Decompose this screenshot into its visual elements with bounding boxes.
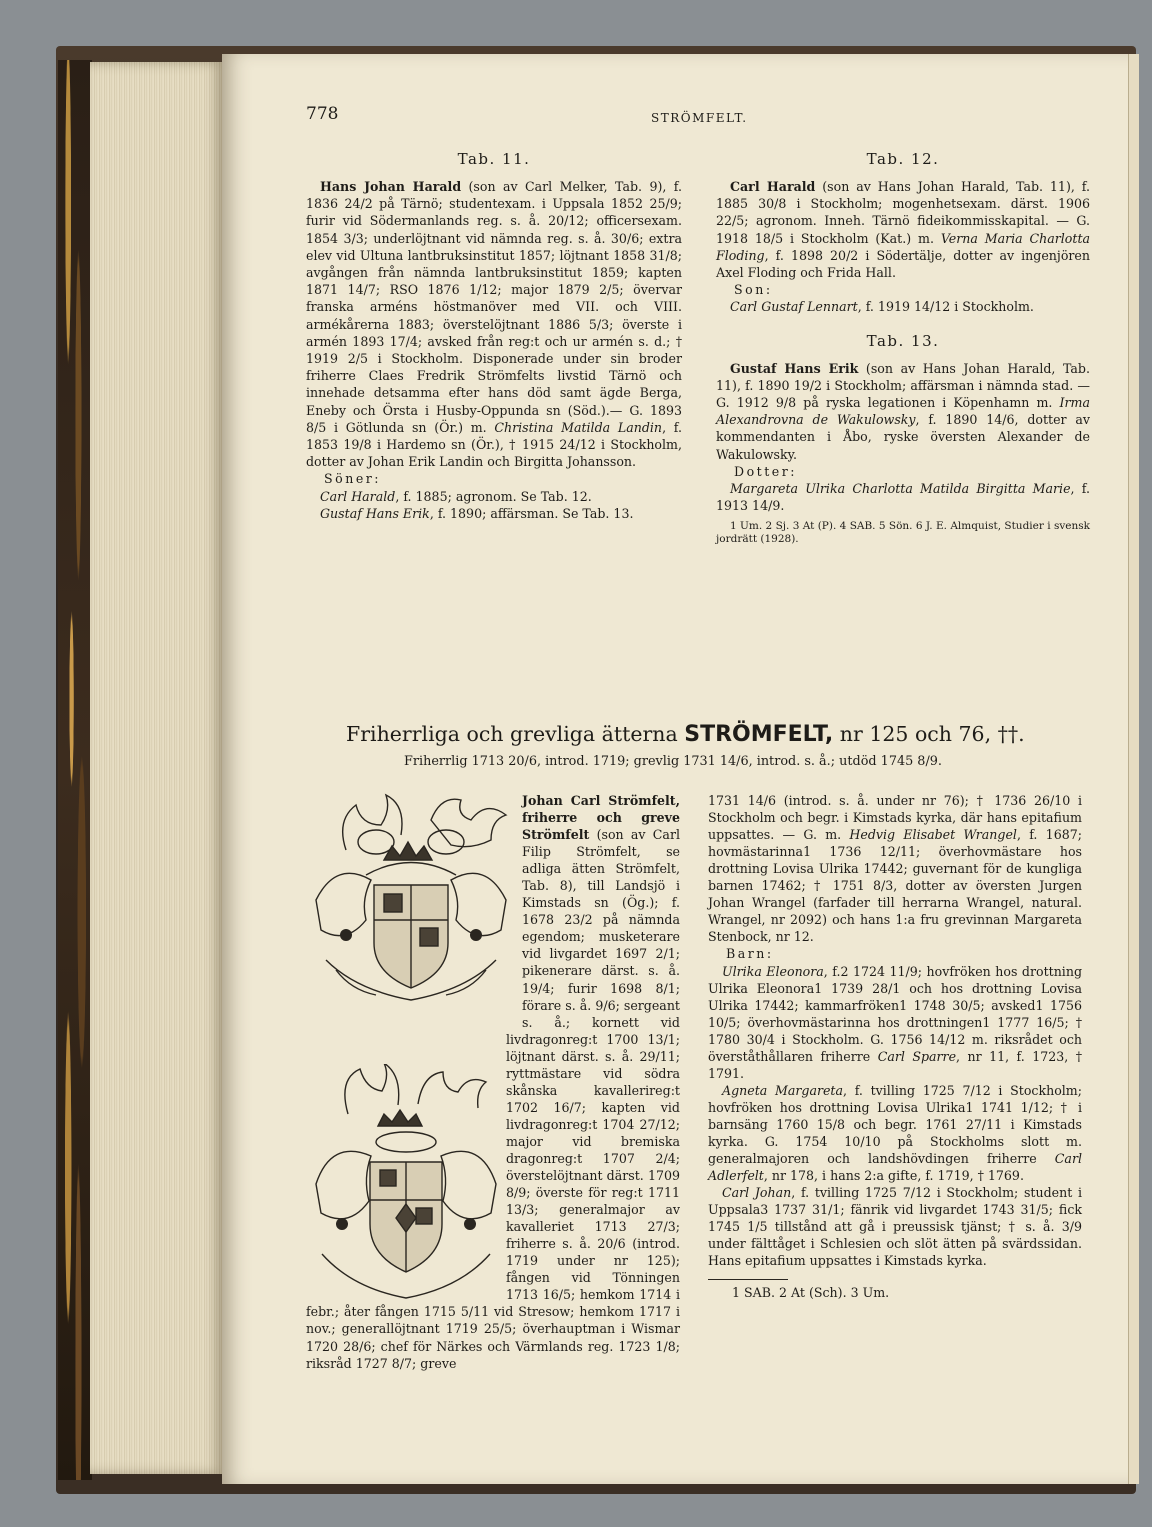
son-1 bbox=[306, 488, 682, 505]
entry-name: Gustaf Hans Erik bbox=[730, 360, 859, 376]
title-post: nr 125 och 76, ††. bbox=[833, 722, 1025, 746]
child-1-spouse: Carl Sparre bbox=[877, 1048, 957, 1064]
entry-text-tail: , f. 1898 20/2 i Södertälje, dotter av ingenjören Axel Floding och Frida Hall. bbox=[716, 247, 1090, 281]
tab-11-section bbox=[306, 150, 682, 522]
child-1 bbox=[708, 963, 1082, 1082]
footnotes-top: 1 Um. 2 Sj. 3 At (P). 4 SAB. 5 Sön. 6 J. E. Almquist, Studier i svensk jordrätt (1928). bbox=[716, 520, 1090, 546]
section-title bbox=[346, 722, 1046, 747]
son-2-name: Gustaf Hans Erik bbox=[320, 505, 430, 521]
entry-text: (son av Hans Johan Harald, Tab. 11), f. 1890 19/2 i Stockholm; affärsman i nämnda stad. — G. 1912 9/8 på ryska legationen i Köpenhamn m. bbox=[716, 360, 1091, 411]
arms-float-2 bbox=[306, 1050, 506, 1300]
son-label: Son: bbox=[734, 282, 773, 298]
tab-12-heading: Tab. 12. bbox=[866, 150, 940, 168]
spouse-name: Irma Alexandrovna de Wakulowsky bbox=[716, 395, 1090, 428]
title-surname: STRÖMFELT, bbox=[684, 722, 834, 747]
tab-13-entry bbox=[716, 360, 1090, 463]
child-3-text: , f. tvilling 1725 7/12 i Stockholm; student i Uppsala3 1737 31/1; fänrik vid livgardet 1743 31/5; fick 1745 1/5 tillstånd att gå i preussisk tjänst; † s. å. 3/9 under fälttåget i Schlesien och slöt ätten på svärdssidan. Hans epitafium uppsattes i Kimstads kyrka. bbox=[708, 1185, 1082, 1269]
child-2-spouse: Carl Adlerfelt bbox=[708, 1151, 1082, 1184]
page-number: 778 bbox=[306, 104, 339, 124]
spouse-text: 1731 14/6 (introd. s. å. under nr 76); † 1736 26/10 i Stockholm och begr. i Kimstads kyrka, där hans epitafium uppsattes. — G. m. bbox=[708, 793, 1082, 843]
running-head: STRÖMFELT. bbox=[651, 111, 748, 125]
marbled-endpaper bbox=[58, 60, 92, 1480]
johan-carl-biography: (son av Carl Filip Strömfelt, se adliga ätten Strömfelt, Tab. 8), till Landsjö i Kimstads sn (Ög.); f. 1678 23/2 på nämnda egendom; musketerare vid livgardet 1697 2/1; pikenerare därst. s. å. 19/4; furir 1698 8/1; förare s. å. 9/6; sergeant s. å.; kornett vid livdragonreg:t 1700 13/1; löjtnant därst. s. å. 29/11; ryttmästare vid södra skånska kavallerireg:t 1702 16/7; kapten vid livdragonreg:t 1704 27/12; major vid bremiska dragonreg:t 1707 2/4; överstelöjtnant därst. 1709 8/9; överste för reg:t 1711 13/3; generalmajor av kavalleriet 1713 27/3; friherre s. å. 20/6 (introd. 1719 under nr 125); fången vid Tönningen 1713 16/5; hemkom 1714 i febr.; åter fången 1715 5/11 vid Stresow; hemkom 1717 i nov.; generallöjtnant 1719 25/5; överhauptman i Wismar 1720 28/6; chef för Närkes och Värmlands reg. 1723 1/8; riksråd 1727 8/7; greve bbox=[306, 827, 680, 1371]
spouse-name: Hedvig Elisabet Wrangel bbox=[849, 827, 1017, 843]
son-1-text: , f. 1885; agronom. Se Tab. 12. bbox=[395, 488, 592, 504]
entry-name: Hans Johan Harald bbox=[320, 179, 462, 194]
entry-text: (son av Carl Melker, Tab. 9), f. 1836 24/2 på Tärnö; studentexam. i Uppsala 1852 25/9; furir vid Södermanlands reg. s. å. 20/12; officersexam. 1854 3/3; underlöjtnant vid nämnda reg. s. å. 30/6; extra elev vid Ultuna lantbruksinstitut 1857; löjtnant 1858 31/8; avgången från nämnda lantbruksinstitut 1859; kapten 1871 14/7; RSO 1876 1/12; major 1879 2/5; övervar franska arméns höstmanöver med VII. och VIII. armékårerna 1883; överstelöjtnant 1886 5/3; överste i armén 1893 17/4; avsked från reg:t och ur armén s. d.; † 1919 2/5 i Stockholm. Disponerade under sin broder friherre Claes Fredrik Strömfelts livstid Tärnö och innehade detsamma efter hans död samt ägde Berga, Eneby och Örsta i Husby-Oppunda sn (Söd.).— G. 1893 8/5 i Götlunda sn (Ör.) m. bbox=[306, 179, 682, 435]
page-edges bbox=[90, 62, 224, 1474]
footnotes-bottom: 1 SAB. 2 At (Sch). 3 Um. bbox=[732, 1285, 890, 1301]
child-3 bbox=[708, 1184, 1082, 1269]
tab-11-heading: Tab. 11. bbox=[457, 150, 531, 168]
johan-carl-name: Johan Carl Strömfelt, friherre och greve Strömfelt bbox=[522, 793, 680, 843]
child-1-text: , f.2 1724 11/9; hovfröken hos drottning Ulrika Eleonora1 1739 28/1 och hos drottning Lovisa Ulrika 17442; kammarfröken1 1748 30/5; avsked1 1756 10/5; överhovmästarinna hos drottningen1 1777 16/5; † 1780 30/4 i Stockholm. G. 1756 14/12 m. riksrådet och överståthållaren friherre bbox=[708, 963, 1083, 1064]
spouse-name: Verna Maria Charlotta Floding bbox=[716, 230, 1091, 263]
facing-page-edge bbox=[1128, 54, 1139, 1484]
tab-11-entry bbox=[306, 178, 682, 470]
entry-text-tail: , f. 1890 14/6, dotter av kommendanten i Åbo, ryske översten Alexander de Wakulowsky. bbox=[716, 412, 1090, 462]
child-2-text: , f. tvilling 1725 7/12 i Stockholm; hovfröken hos drottning Lovisa Ulrika1 1741 1/12; † i barnsäng 1760 15/8 och begr. 1761 27/11 i Kimstads kyrka. G. 1754 10/10 på Stockholms slott m. generalmajoren och landshövdingen friherre bbox=[708, 1082, 1082, 1167]
child-2-name: Agneta Margareta bbox=[722, 1082, 844, 1098]
entry-text: (son av Hans Johan Harald, Tab. 11), f. 1885 30/8 i Stockholm; mogenhetsexam. därst. 1906 22/5; agronom. Inneh. Tärnö fideikommisskapital. — G. 1918 18/5 i Stockholm (Kat.) m. bbox=[716, 179, 1090, 246]
footnote-rule bbox=[708, 1279, 788, 1280]
dotter-name: Margareta Ulrika Charlotta Matilda Birgitta Marie bbox=[730, 481, 1071, 497]
entry-text-tail: , f. 1853 19/8 i Hardemo sn (Ör.), † 1915 24/12 i Stockholm, dotter av Johan Erik Landin och Birgitta Johansson. bbox=[306, 419, 682, 470]
child-1-name: Ulrika Eleonora bbox=[722, 963, 824, 979]
spouse-paragraph bbox=[708, 792, 1082, 945]
spouse-name: Christina Matilda Landin bbox=[494, 419, 663, 435]
dotter-label: Dotter: bbox=[734, 463, 798, 479]
child-1-tail: , nr 11, f. 1723, † 1791. bbox=[708, 1048, 1083, 1081]
tab-12-entry bbox=[716, 178, 1090, 281]
child-2-tail: , nr 178, i hans 2:a gifte, f. 1719, † 1769. bbox=[763, 1168, 1024, 1184]
title-pre: Friherrliga och grevliga ätterna bbox=[346, 722, 685, 746]
section-subtitle: Friherrlig 1713 20/6, introd. 1719; grevlig 1731 14/6, introd. s. å.; utdöd 1745 8/9. bbox=[404, 754, 942, 769]
child-3-name: Carl Johan bbox=[722, 1185, 792, 1201]
tab-13-heading: Tab. 13. bbox=[866, 331, 940, 350]
entry-name: Carl Harald bbox=[730, 179, 816, 194]
dotter-text: , f. 1913 14/9. bbox=[716, 481, 1090, 514]
son-2 bbox=[306, 505, 682, 522]
dotter bbox=[716, 480, 1090, 514]
son-name: Carl Gustaf Lennart bbox=[730, 299, 858, 315]
spouse-text-tail: , f. 1687; hovmästarinna1 1736 12/11; överhovmästare hos drottning Lovisa Ulrika 17442; guvernant för de kungliga barnen 17462; † 1751 8/3, dotter av översten Jurgen Johan Wrangel (farfader till herrarna Wrangel, natural. Wrangel, nr 2092) och hans 1:a fru grevinnan Margareta Stenbock, nr 12. bbox=[708, 827, 1082, 945]
arms-float-1 bbox=[306, 792, 522, 1020]
son bbox=[716, 298, 1090, 315]
tab-12-section bbox=[716, 150, 1090, 546]
son-text: , f. 1919 14/12 i Stockholm. bbox=[857, 299, 1034, 315]
barn-label: Barn: bbox=[726, 946, 774, 962]
son-2-text: , f. 1890; affärsman. Se Tab. 13. bbox=[429, 505, 634, 521]
johan-carl-entry bbox=[306, 792, 680, 1372]
soner-label: Söner: bbox=[324, 471, 382, 487]
son-1-name: Carl Harald bbox=[320, 488, 396, 504]
child-2 bbox=[708, 1082, 1082, 1184]
spouse-and-children bbox=[708, 792, 1082, 1302]
